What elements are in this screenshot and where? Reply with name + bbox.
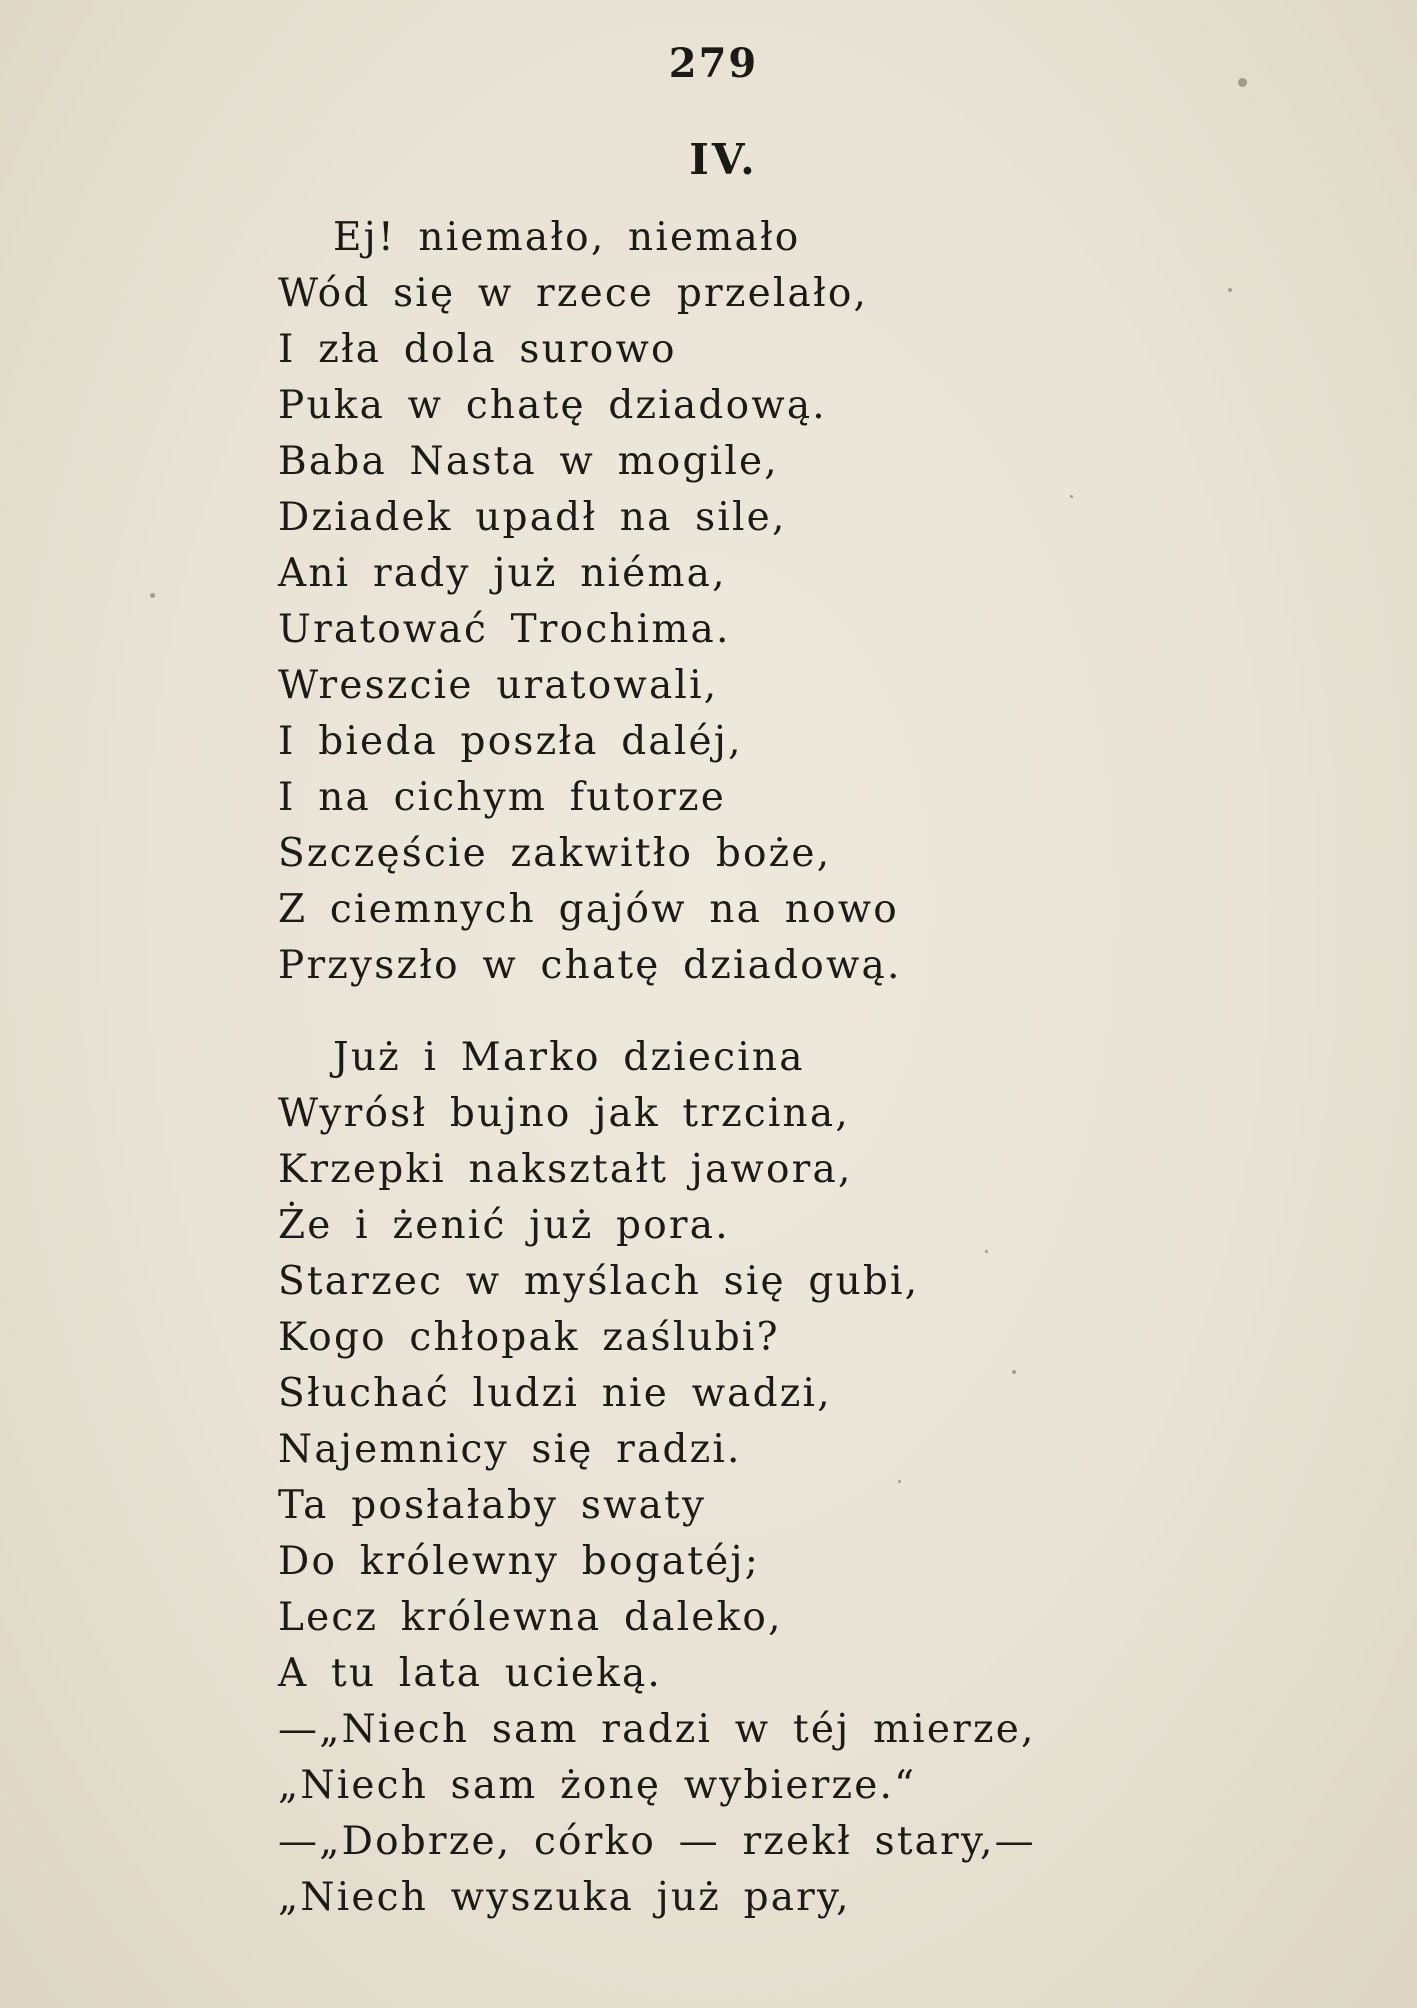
- verse-line: Najemnicy się radzi.: [278, 1427, 742, 1472]
- verse-line: Ta posłałaby swaty: [278, 1483, 707, 1528]
- verse-line: „Niech sam żonę wybierze.“: [278, 1763, 917, 1808]
- verse-line: —„Niech sam radzi w téj mierze,: [278, 1707, 1036, 1752]
- verse-line: Że i żenić już pora.: [278, 1203, 730, 1248]
- section-heading: IV.: [689, 135, 758, 184]
- stanza: [278, 210, 1278, 994]
- page-number: 279: [668, 40, 759, 87]
- verse-line: „Niech wyszuka już pary,: [278, 1875, 851, 1920]
- verse-line: Już i Marko dziecina: [333, 1035, 805, 1080]
- verse-line: Przyszło w chatę dziadową.: [278, 943, 902, 988]
- paper-speck: [150, 593, 155, 598]
- verse-line: Z ciemnych gajów na nowo: [278, 887, 899, 932]
- verse-line: —„Dobrze, córko — rzekł stary,—: [278, 1819, 1036, 1864]
- verse-line: I bieda poszła daléj,: [278, 719, 743, 764]
- verse-line: Wyrósł bujno jak trzcina,: [278, 1091, 850, 1136]
- verse-line: Starzec w myślach się gubi,: [278, 1259, 920, 1304]
- verse-line: Ani rady już niéma,: [278, 551, 727, 596]
- verse-line: Puka w chatę dziadową.: [278, 383, 827, 428]
- verse-line: Wód się w rzece przelało,: [278, 271, 869, 316]
- verse-line: Słuchać ludzi nie wadzi,: [278, 1371, 832, 1416]
- verse-line: Ej! niemało, niemało: [333, 215, 801, 260]
- verse-line: Szczęście zakwitło boże,: [278, 831, 832, 876]
- verse-line: Krzepki nakształt jawora,: [278, 1147, 853, 1192]
- verse-line: Wreszcie uratowali,: [278, 663, 719, 708]
- stanza: [278, 1030, 1278, 1926]
- verse-line: Baba Nasta w mogile,: [278, 439, 779, 484]
- verse-line: Uratować Trochima.: [278, 607, 731, 652]
- verse-line: I zła dola surowo: [278, 327, 677, 372]
- verse-line: Lecz królewna daleko,: [278, 1595, 783, 1640]
- verse-line: Do królewny bogatéj;: [278, 1539, 761, 1584]
- verse-line: Kogo chłopak zaślubi?: [278, 1315, 780, 1360]
- verse-line: A tu lata ucieką.: [278, 1651, 662, 1696]
- verse-line: I na cichym futorze: [278, 775, 727, 820]
- verse-line: Dziadek upadł na sile,: [278, 495, 787, 540]
